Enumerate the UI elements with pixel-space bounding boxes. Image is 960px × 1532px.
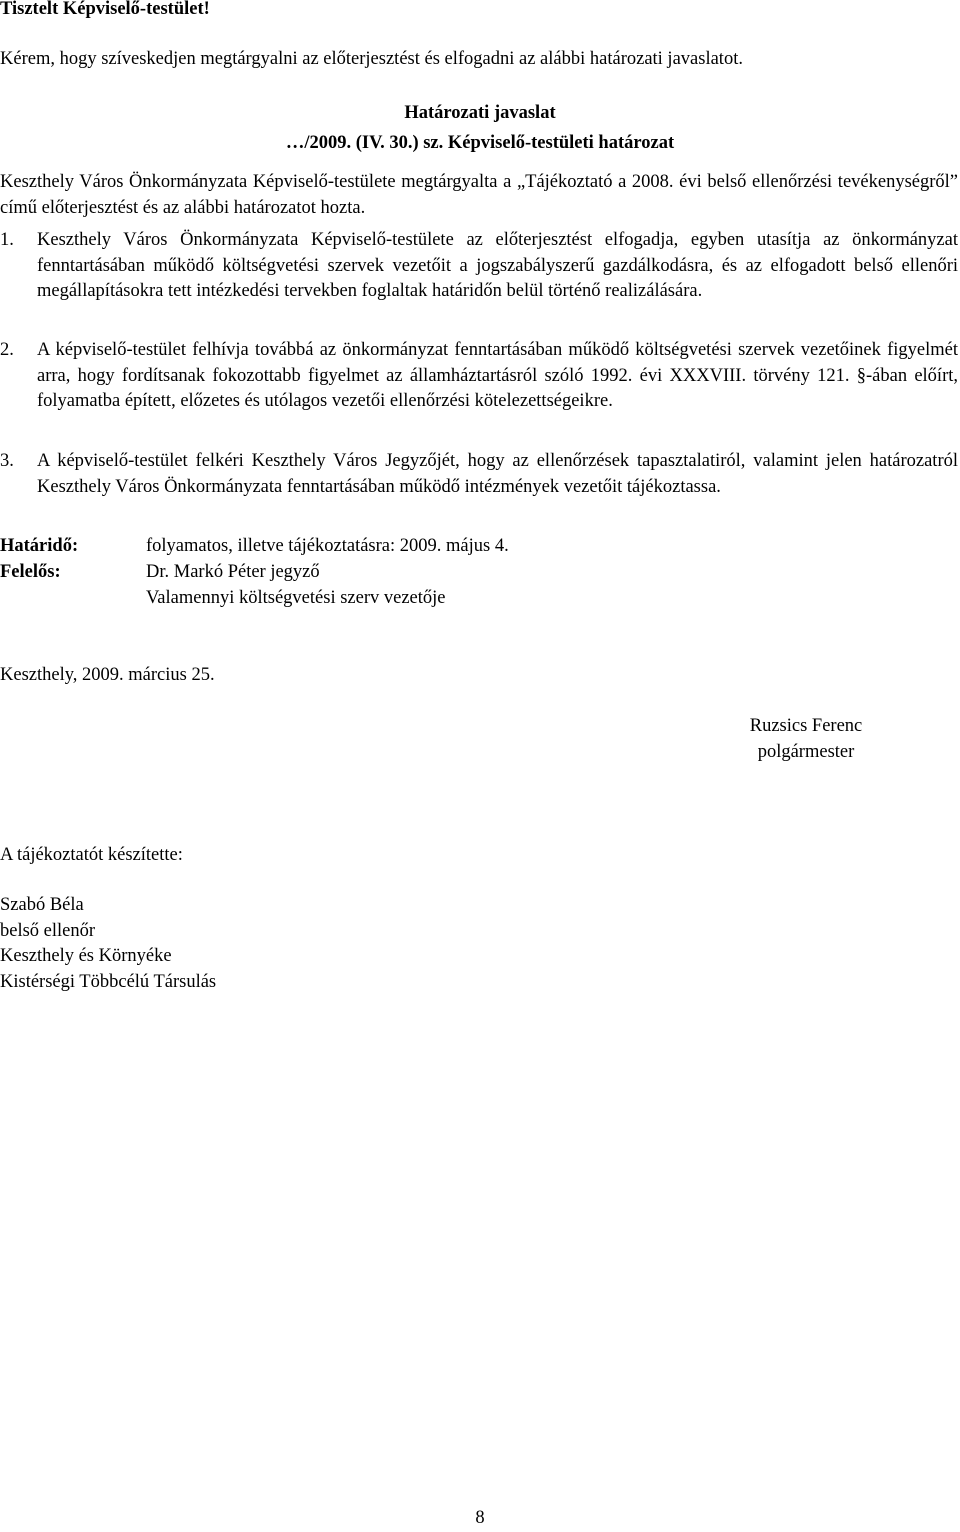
resolution-item-3 <box>0 449 958 500</box>
preparer-title: belső ellenőr <box>0 921 96 941</box>
item-text: A képviselő-testület felkéri Keszthely Város Jegyzőjét, hogy az ellenőrzések tapasztalatiról, valamint jelen határozatról Keszthely Város Önkormányzata fenntartásában működő intézmények vezetőit tájékoztassa. <box>37 451 958 497</box>
responsible-value: Dr. Markó Péter jegyző <box>146 562 320 582</box>
preparer-org-line-2: Kistérségi Többcélú Társulás <box>0 972 217 992</box>
preparer-org-line-1: Keszthely és Környéke <box>0 946 172 966</box>
resolution-item-2 <box>0 338 958 415</box>
item-text: Keszthely Város Önkormányzata Képviselő-testülete az előterjesztést elfogadja, egyben utasítja az önkormányzat fenntartásában működő költségvetési szervek vezetőit a jogszabályszerű gazdálkodásra, és az elfogadott belső ellenőri megállapításokra tett intézkedési tervekben foglaltak határidőn belül történő realizálására. <box>37 230 958 302</box>
preparer-name: Szabó Béla <box>0 895 84 915</box>
prepared-by-label: A tájékoztatót készítette: <box>0 845 183 865</box>
responsible-label: Felelős: <box>0 562 61 582</box>
deadline-value: folyamatos, illetve tájékoztatásra: 2009. május 4. <box>146 536 509 556</box>
resolution-item-1 <box>0 228 958 305</box>
responsible-value-2: Valamennyi költségvetési szerv vezetője <box>146 588 446 608</box>
item-number: 1. <box>0 230 14 250</box>
intro-paragraph: Keszthely Város Önkormányzata Képviselő-testülete megtárgyalta a „Tájékoztató a 2008. évi belső ellenőrzési tevékenységről” című előterjesztést és az alábbi határozatot hozta. <box>0 172 958 218</box>
item-number: 3. <box>0 451 14 471</box>
greeting: Tisztelt Képviselő-testület! <box>0 0 210 19</box>
proposal-title: Határozati javaslat <box>404 103 556 123</box>
deadline-responsible-block <box>0 534 958 614</box>
request-text: Kérem, hogy szíveskedjen megtárgyalni az előterjesztést és elfogadni az alábbi határozati javaslatot. <box>0 49 743 69</box>
page-number: 8 <box>475 1508 485 1528</box>
place-date: Keszthely, 2009. március 25. <box>0 665 215 685</box>
item-number: 2. <box>0 340 14 360</box>
signer-name: Ruzsics Ferenc <box>749 716 863 736</box>
item-text: A képviselő-testület felhívja továbbá az önkormányzat fenntartásában működő költségvetési szervek vezetőinek figyelmét arra, hogy fordítsanak fokozottabb figyelmet az államháztartásról szóló 1992. évi XXXVIII. törvény 121. §-ában előírt, folyamatba épített, előzetes és utólagos vezetői ellenőrzési kötelezettségeikre. <box>37 340 958 412</box>
signer-title: polgármester <box>757 742 855 762</box>
resolution-number: …/2009. (IV. 30.) sz. Képviselő-testületi határozat <box>285 133 675 153</box>
deadline-label: Határidő: <box>0 536 79 556</box>
